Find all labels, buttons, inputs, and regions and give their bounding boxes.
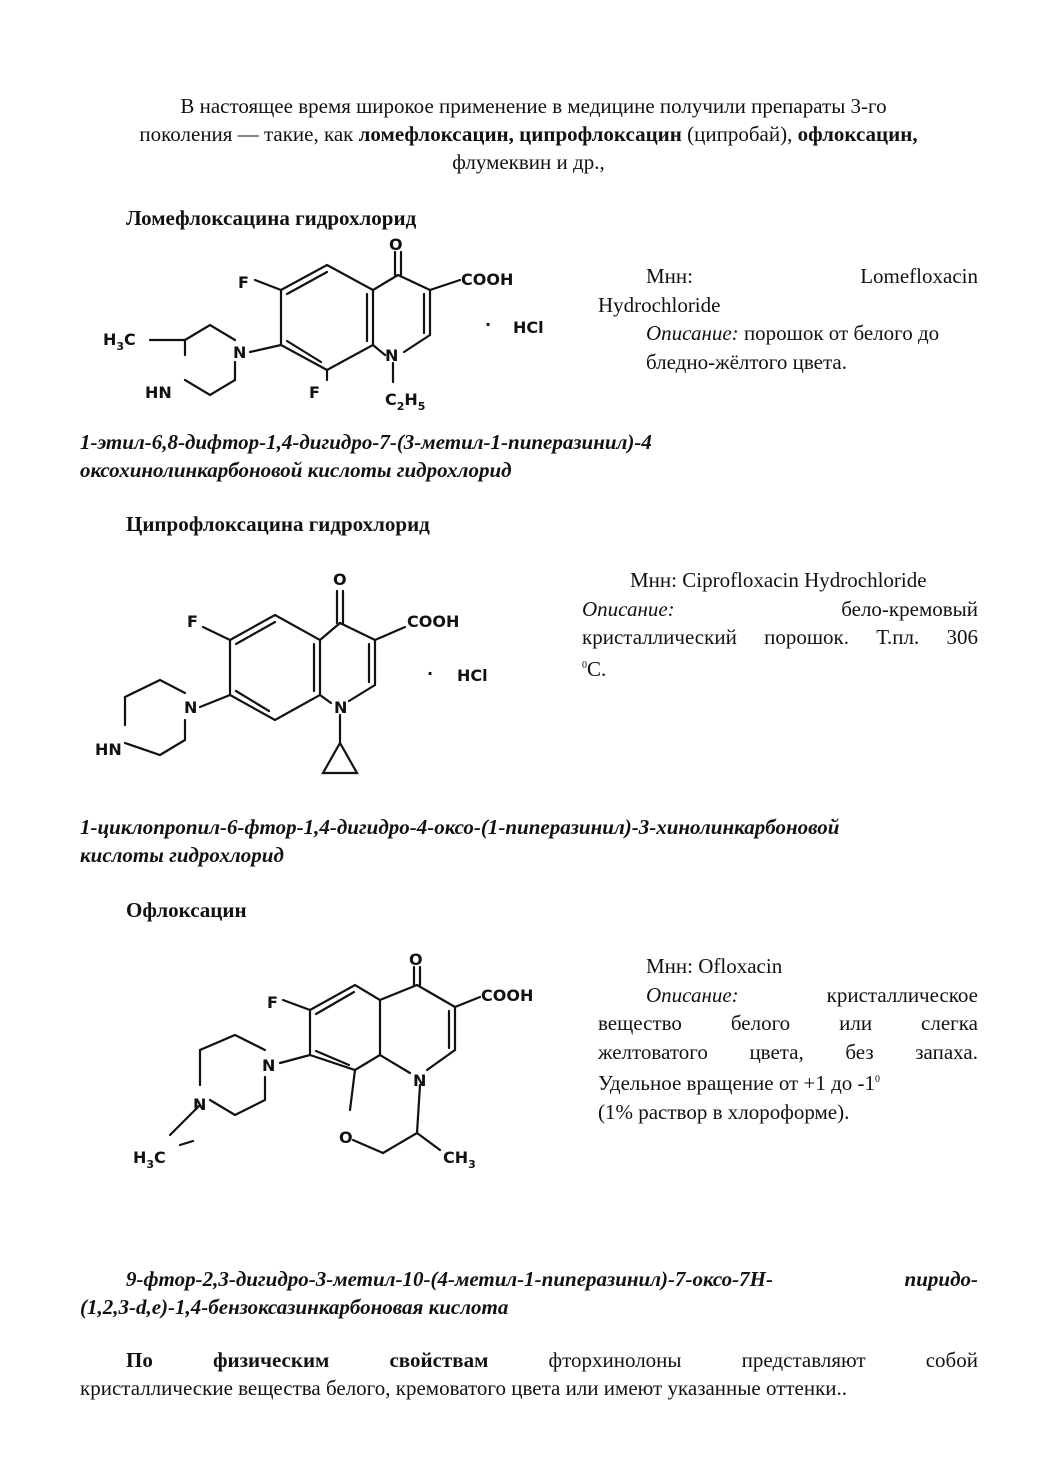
ciprofloxacin-description: Мнн: Ciprofloxacin Hydrochloride Описание: бело-кремовый кристаллический порошок. Т.пл. 306 $^0$С. [582, 568, 978, 681]
f-label: F [309, 383, 320, 402]
ethyl-label: $C_2H_5$ [385, 390, 426, 413]
ciprofloxacin-heading: Ципрофлоксацина гидрохлорид [126, 512, 430, 536]
dot-label: · [485, 315, 492, 334]
ciprofloxacin-structure [85, 565, 515, 800]
cooh-label: COOH [461, 270, 514, 289]
lomefloxacin-description: Мнн: Lomefloxacin Hydrochloride Описание: порошок от белого до бледно-жёлтого цвета. [598, 264, 978, 374]
n-label: N [262, 1056, 276, 1075]
f-label: F [267, 993, 278, 1012]
n-label: N [385, 346, 399, 365]
cooh-label: COOH [407, 612, 460, 631]
oxygen-label: O [339, 1128, 353, 1147]
intro-line-1: В настоящее время широкое применение в медицине получили препараты 3-го [180, 94, 887, 118]
o-label: O [389, 235, 403, 254]
n-label: N [334, 698, 348, 717]
dot-label: · [427, 664, 434, 683]
hn-label: HN [145, 383, 172, 402]
f-label: F [187, 612, 198, 631]
ofloxacin-iupac: 9-фтор-2,3-дигидро-3-метил-10-(4-метил-1-пиперазинил)-7-оксо-7Н- пиридо- (1,2,3-d,e)-1,4-бензоксазинкарбоновая кислота [80, 1267, 978, 1319]
ciprofloxacin-iupac: 1-циклопропил-6-фтор-1,4-дигидро-4-оксо-(1-пиперазинил)-3-хинолинкарбоновой кислоты гидрохлорид [80, 815, 840, 867]
hn-label: HN [95, 740, 122, 759]
cooh-label: COOH [481, 986, 534, 1005]
methyl-label: $H_3C$ [103, 330, 136, 353]
hcl-label: HCl [513, 318, 544, 337]
ofloxacin-heading: Офлоксацин [126, 898, 247, 922]
ofloxacin-description: Мнн: Ofloxacin Описание: кристаллическое вещество белого или слегка желтоватого цвета, без запаха. Удельное вращение от +1 до $-1^0$ (1% раствор в хлороформе). [598, 954, 978, 1124]
n-label: N [184, 698, 198, 717]
methyl-label: $H_3C$ [133, 1148, 166, 1171]
closing-paragraph: По физическим свойствам фторхинолоны представляют собой кристаллические вещества белого, кремоватого цвета или имеют указанные оттенки.. [80, 1348, 978, 1400]
n-label: N [413, 1071, 427, 1090]
f-label: F [238, 273, 249, 292]
lomefloxacin-iupac: 1-этил-6,8-дифтор-1,4-дигидро-7-(3-метил-1-пиперазинил)-4 оксохинолинкарбоновой кислоты гидрохлорид [80, 430, 652, 482]
intro-paragraph [80, 92, 977, 176]
lomefloxacin-structure [95, 230, 575, 415]
lomefloxacin-heading: Ломефлоксацина гидрохлорид [126, 206, 417, 230]
n-label: N [193, 1095, 207, 1114]
o-label: O [409, 950, 423, 969]
hcl-label: HCl [457, 666, 488, 685]
methyl-label: $CH_3$ [443, 1148, 476, 1171]
intro-line-3: флумеквин и др., [452, 150, 605, 174]
intro-line-2: поколения — такие, как ломефлоксацин, ципрофлоксацин (ципробай), офлоксацин, [139, 122, 918, 146]
n-label: N [233, 343, 247, 362]
ofloxacin-structure [125, 950, 555, 1171]
o-label: O [333, 570, 347, 589]
